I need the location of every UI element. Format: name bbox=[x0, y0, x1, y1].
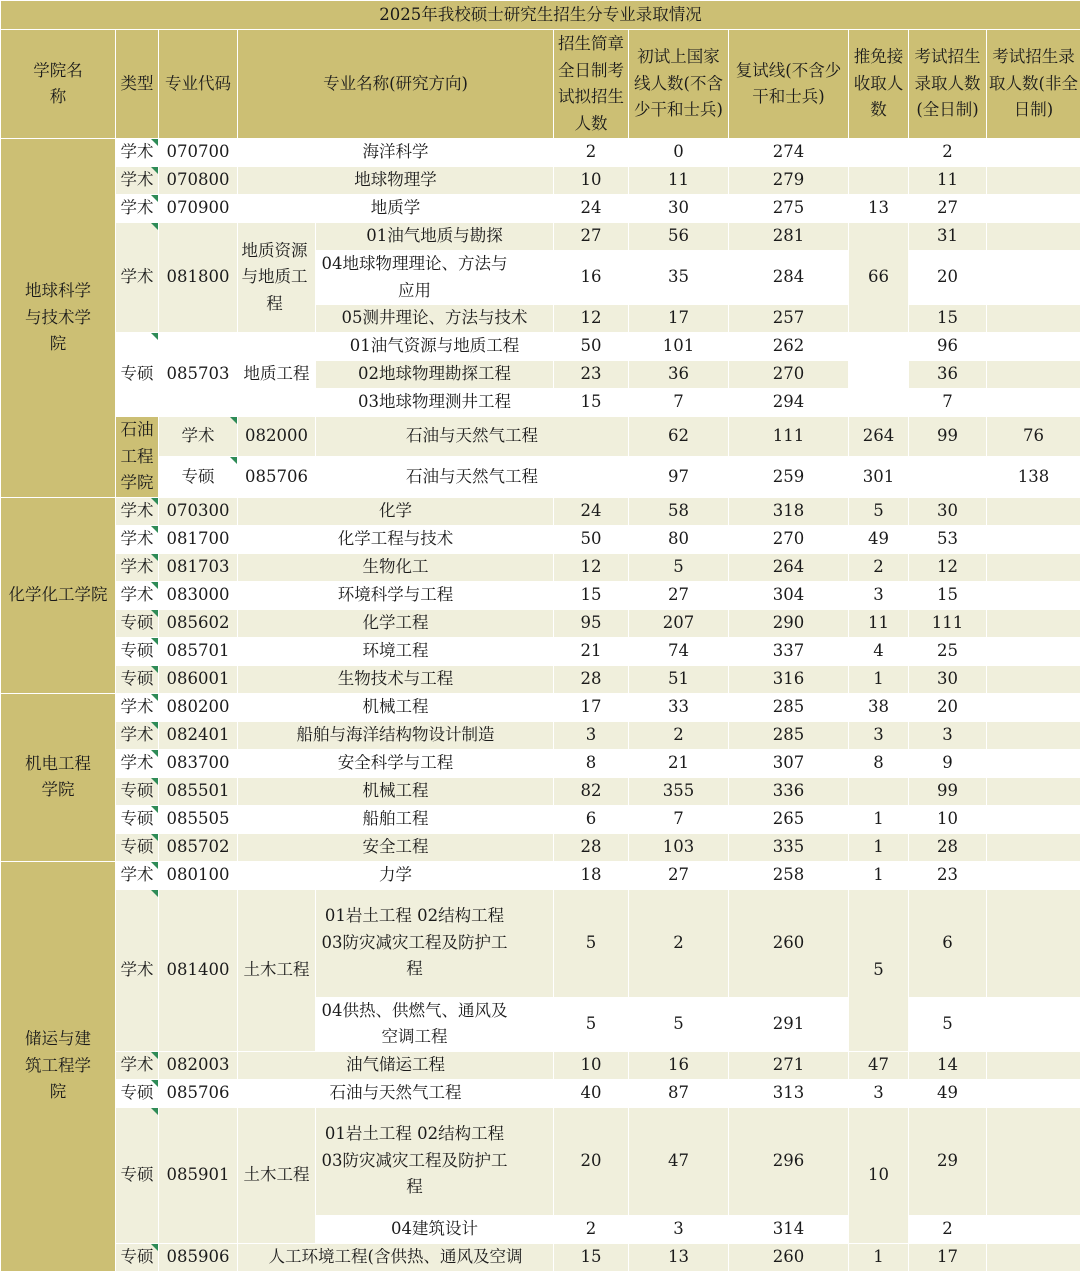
direction-name: 01油气资源与地质工程 bbox=[316, 333, 554, 361]
major-name: 石油与天然气工程 bbox=[238, 1079, 554, 1107]
plan-cell: 6 bbox=[554, 805, 629, 833]
retest-cell: 307 bbox=[729, 749, 849, 777]
initial-cell: 7 bbox=[629, 805, 729, 833]
exam-full-cell: 25 bbox=[909, 637, 987, 665]
exam-part-cell bbox=[987, 251, 1080, 305]
college-cell: 储运与建筑工程学院 bbox=[1, 861, 116, 1271]
header-initial: 初试上国家线人数(不含少干和士兵) bbox=[629, 30, 729, 139]
plan-cell: 10 bbox=[554, 167, 629, 195]
initial-cell: 16 bbox=[629, 1051, 729, 1079]
code-cell: 085703 bbox=[159, 333, 238, 417]
type-cell: 学术 bbox=[116, 167, 159, 195]
exam-part-cell bbox=[987, 553, 1080, 581]
type-cell: 专硕 bbox=[116, 1107, 159, 1243]
exempt-cell: 5 bbox=[849, 497, 909, 525]
exempt-cell bbox=[849, 777, 909, 805]
retest-cell: 260 bbox=[729, 1243, 849, 1271]
initial-cell: 2 bbox=[629, 721, 729, 749]
exam-full-cell: 2 bbox=[909, 1215, 987, 1243]
exam-part-cell bbox=[987, 525, 1080, 553]
code-cell: 085501 bbox=[159, 777, 238, 805]
plan-cell: 5 bbox=[554, 997, 629, 1051]
plan-cell: 12 bbox=[554, 305, 629, 333]
retest-cell: 285 bbox=[729, 721, 849, 749]
major-name: 油气储运工程 bbox=[238, 1051, 554, 1079]
major-name: 化学 bbox=[238, 497, 554, 525]
plan-cell: 17 bbox=[554, 693, 629, 721]
type-cell: 专硕 bbox=[116, 1243, 159, 1271]
initial-cell: 13 bbox=[629, 1243, 729, 1271]
code-cell: 085701 bbox=[159, 637, 238, 665]
code-cell: 080100 bbox=[159, 861, 238, 889]
retest-cell: 304 bbox=[729, 581, 849, 609]
retest-cell: 270 bbox=[729, 361, 849, 389]
exam-full-cell: 15 bbox=[909, 305, 987, 333]
type-cell: 专硕 bbox=[116, 1079, 159, 1107]
exam-part-cell bbox=[987, 1079, 1080, 1107]
exam-part-cell bbox=[987, 805, 1080, 833]
plan-cell: 15 bbox=[554, 581, 629, 609]
major-name: 地质资源与地质工程 bbox=[238, 223, 316, 333]
major-name: 安全科学与工程 bbox=[238, 749, 554, 777]
retest-cell: 294 bbox=[729, 389, 849, 417]
plan-cell: 95 bbox=[554, 609, 629, 637]
major-name: 机械工程 bbox=[238, 693, 554, 721]
exam-full-cell: 36 bbox=[909, 361, 987, 389]
exam-part-cell bbox=[987, 223, 1080, 251]
type-cell: 学术 bbox=[116, 195, 159, 223]
major-name: 海洋科学 bbox=[238, 139, 554, 167]
exempt-cell: 99 bbox=[909, 417, 987, 457]
type-cell: 学术 bbox=[116, 749, 159, 777]
exam-full-cell: 11 bbox=[909, 167, 987, 195]
plan-cell: 50 bbox=[554, 333, 629, 361]
retest-cell: 313 bbox=[729, 1079, 849, 1107]
exempt-cell: 66 bbox=[849, 223, 909, 333]
exam-part-cell bbox=[987, 1215, 1080, 1243]
exempt-cell: 3 bbox=[849, 581, 909, 609]
plan-cell: 62 bbox=[629, 417, 729, 457]
college-cell: 地球科学与技术学院 bbox=[1, 139, 116, 498]
exam-full-cell: 15 bbox=[909, 581, 987, 609]
retest-cell: 271 bbox=[729, 1051, 849, 1079]
direction-name: 04建筑设计 bbox=[316, 1215, 554, 1243]
major-name: 石油与天然气工程 bbox=[316, 417, 629, 457]
retest-cell: 290 bbox=[729, 609, 849, 637]
plan-cell: 15 bbox=[554, 1243, 629, 1271]
exam-full-cell: 53 bbox=[909, 525, 987, 553]
plan-cell: 97 bbox=[629, 457, 729, 497]
exam-full-cell: 10 bbox=[909, 805, 987, 833]
type-cell: 学术 bbox=[116, 223, 159, 333]
initial-cell: 51 bbox=[629, 665, 729, 693]
exam-part-cell bbox=[987, 581, 1080, 609]
exam-full-cell: 6 bbox=[909, 889, 987, 997]
exempt-cell bbox=[849, 139, 909, 167]
plan-cell: 5 bbox=[554, 889, 629, 997]
initial-cell: 259 bbox=[729, 457, 849, 497]
plan-cell: 82 bbox=[554, 777, 629, 805]
header-exempt: 推免接收取人数 bbox=[849, 30, 909, 139]
direction-name: 04地球物理理论、方法与应用 bbox=[316, 251, 554, 305]
initial-cell: 33 bbox=[629, 693, 729, 721]
plan-cell: 15 bbox=[554, 389, 629, 417]
initial-cell: 21 bbox=[629, 749, 729, 777]
exam-part-cell bbox=[987, 1051, 1080, 1079]
plan-cell: 10 bbox=[554, 1051, 629, 1079]
initial-cell: 355 bbox=[629, 777, 729, 805]
major-name: 船舶与海洋结构物设计制造 bbox=[238, 721, 554, 749]
exam-full-cell: 7 bbox=[909, 389, 987, 417]
initial-cell: 30 bbox=[629, 195, 729, 223]
exam-full-cell: 12 bbox=[909, 553, 987, 581]
major-name: 化学工程 bbox=[238, 609, 554, 637]
major-name: 生物技术与工程 bbox=[238, 665, 554, 693]
exam-full-cell: 29 bbox=[909, 1107, 987, 1215]
type-cell: 学术 bbox=[116, 497, 159, 525]
major-name: 环境科学与工程 bbox=[238, 581, 554, 609]
code-cell: 085906 bbox=[159, 1243, 238, 1271]
college-cell: 机电工程学院 bbox=[1, 693, 116, 861]
exempt-cell: 49 bbox=[849, 525, 909, 553]
exam-full-cell: 5 bbox=[909, 997, 987, 1051]
major-name: 土木工程 bbox=[238, 1107, 316, 1243]
plan-cell: 20 bbox=[554, 1107, 629, 1215]
header-exam-full: 考试招生录取人数(全日制) bbox=[909, 30, 987, 139]
type-cell: 专硕 bbox=[116, 777, 159, 805]
code-cell: 086001 bbox=[159, 665, 238, 693]
retest-cell: 285 bbox=[729, 693, 849, 721]
exam-part-cell bbox=[987, 665, 1080, 693]
plan-cell: 21 bbox=[554, 637, 629, 665]
code-cell: 081400 bbox=[159, 889, 238, 1051]
exam-part-cell bbox=[987, 361, 1080, 389]
retest-cell: 257 bbox=[729, 305, 849, 333]
initial-cell: 7 bbox=[629, 389, 729, 417]
major-name: 船舶工程 bbox=[238, 805, 554, 833]
type-cell: 专硕 bbox=[116, 609, 159, 637]
retest-cell: 284 bbox=[729, 251, 849, 305]
exempt-cell bbox=[909, 457, 987, 497]
type-cell: 学术 bbox=[116, 553, 159, 581]
retest-cell: 301 bbox=[849, 457, 909, 497]
page-title: 2025年我校硕士研究生招生分专业录取情况 bbox=[1, 1, 1080, 30]
retest-cell: 258 bbox=[729, 861, 849, 889]
exam-part-cell bbox=[987, 305, 1080, 333]
exam-full-cell: 30 bbox=[909, 665, 987, 693]
initial-cell: 56 bbox=[629, 223, 729, 251]
exam-part-cell bbox=[987, 1243, 1080, 1271]
direction-name: 03地球物理测井工程 bbox=[316, 389, 554, 417]
exempt-cell: 5 bbox=[849, 889, 909, 1051]
type-cell: 学术 bbox=[116, 139, 159, 167]
exempt-cell: 1 bbox=[849, 1243, 909, 1271]
exempt-cell: 11 bbox=[849, 609, 909, 637]
type-cell: 学术 bbox=[116, 861, 159, 889]
initial-cell: 74 bbox=[629, 637, 729, 665]
exam-part-cell bbox=[987, 497, 1080, 525]
type-cell: 学术 bbox=[116, 721, 159, 749]
exempt-cell: 4 bbox=[849, 637, 909, 665]
initial-cell: 5 bbox=[629, 553, 729, 581]
major-name: 人工环境工程(含供热、通风及空调 bbox=[238, 1243, 554, 1271]
direction-name: 05测井理论、方法与技术 bbox=[316, 305, 554, 333]
exam-part-cell bbox=[987, 777, 1080, 805]
initial-cell: 0 bbox=[629, 139, 729, 167]
retest-cell: 260 bbox=[729, 889, 849, 997]
major-name: 石油与天然气工程 bbox=[316, 457, 629, 497]
exempt-cell: 1 bbox=[849, 861, 909, 889]
code-cell: 085706 bbox=[159, 1079, 238, 1107]
retest-cell: 335 bbox=[729, 833, 849, 861]
exam-part-cell bbox=[987, 721, 1080, 749]
type-cell: 专硕 bbox=[116, 833, 159, 861]
exempt-cell bbox=[849, 167, 909, 195]
type-cell: 专硕 bbox=[159, 457, 238, 497]
initial-cell: 80 bbox=[629, 525, 729, 553]
type-cell: 学术 bbox=[116, 889, 159, 1051]
plan-cell: 28 bbox=[554, 665, 629, 693]
exam-full-cell: 138 bbox=[987, 457, 1080, 497]
exam-part-cell bbox=[987, 1107, 1080, 1215]
exempt-cell bbox=[849, 333, 909, 417]
exempt-cell: 1 bbox=[849, 805, 909, 833]
type-cell: 专硕 bbox=[116, 665, 159, 693]
code-cell: 083700 bbox=[159, 749, 238, 777]
initial-cell: 103 bbox=[629, 833, 729, 861]
exam-full-cell: 23 bbox=[909, 861, 987, 889]
initial-cell: 27 bbox=[629, 581, 729, 609]
header-type: 类型 bbox=[116, 30, 159, 139]
code-cell: 070900 bbox=[159, 195, 238, 223]
type-cell: 学术 bbox=[116, 581, 159, 609]
initial-cell: 3 bbox=[629, 1215, 729, 1243]
major-name: 地球物理学 bbox=[238, 167, 554, 195]
code-cell: 085901 bbox=[159, 1107, 238, 1243]
plan-cell: 24 bbox=[554, 497, 629, 525]
exam-part-cell bbox=[987, 167, 1080, 195]
exempt-cell: 13 bbox=[849, 195, 909, 223]
retest-cell: 264 bbox=[729, 553, 849, 581]
plan-cell: 27 bbox=[554, 223, 629, 251]
header-exam-part: 考试招生录取人数(非全日制) bbox=[987, 30, 1080, 139]
initial-cell: 47 bbox=[629, 1107, 729, 1215]
exam-full-cell: 96 bbox=[909, 333, 987, 361]
retest-cell: 262 bbox=[729, 333, 849, 361]
type-cell: 专硕 bbox=[116, 805, 159, 833]
initial-cell: 27 bbox=[629, 861, 729, 889]
type-cell: 学术 bbox=[116, 1051, 159, 1079]
exam-part-cell bbox=[987, 637, 1080, 665]
initial-cell: 111 bbox=[729, 417, 849, 457]
type-cell: 学术 bbox=[116, 693, 159, 721]
college-cell: 石油工程学院 bbox=[116, 417, 159, 498]
code-cell: 080200 bbox=[159, 693, 238, 721]
type-cell: 学术 bbox=[116, 525, 159, 553]
major-name: 力学 bbox=[238, 861, 554, 889]
exam-full-cell: 76 bbox=[987, 417, 1080, 457]
exam-full-cell: 20 bbox=[909, 251, 987, 305]
exam-full-cell: 2 bbox=[909, 139, 987, 167]
major-name: 化学工程与技术 bbox=[238, 525, 554, 553]
exempt-cell: 8 bbox=[849, 749, 909, 777]
initial-cell: 58 bbox=[629, 497, 729, 525]
code-cell: 070700 bbox=[159, 139, 238, 167]
retest-cell: 316 bbox=[729, 665, 849, 693]
exam-full-cell: 31 bbox=[909, 223, 987, 251]
major-name: 生物化工 bbox=[238, 553, 554, 581]
exam-part-cell bbox=[987, 861, 1080, 889]
code-cell: 070800 bbox=[159, 167, 238, 195]
retest-cell: 270 bbox=[729, 525, 849, 553]
major-name: 地质工程 bbox=[238, 333, 316, 417]
code-cell: 085706 bbox=[238, 457, 316, 497]
exam-part-cell bbox=[987, 693, 1080, 721]
retest-cell: 275 bbox=[729, 195, 849, 223]
exam-full-cell: 14 bbox=[909, 1051, 987, 1079]
exam-full-cell: 30 bbox=[909, 497, 987, 525]
exempt-cell: 3 bbox=[849, 721, 909, 749]
plan-cell: 24 bbox=[554, 195, 629, 223]
initial-cell: 87 bbox=[629, 1079, 729, 1107]
college-cell: 化学化工学院 bbox=[1, 497, 116, 693]
retest-cell: 264 bbox=[849, 417, 909, 457]
code-cell: 082401 bbox=[159, 721, 238, 749]
initial-cell: 36 bbox=[629, 361, 729, 389]
exam-part-cell bbox=[987, 195, 1080, 223]
exam-part-cell bbox=[987, 139, 1080, 167]
exam-part-cell bbox=[987, 833, 1080, 861]
plan-cell: 50 bbox=[554, 525, 629, 553]
plan-cell: 2 bbox=[554, 1215, 629, 1243]
direction-name: 01岩土工程 02结构工程 03防灾减灾工程及防护工程 bbox=[316, 889, 554, 997]
plan-cell: 18 bbox=[554, 861, 629, 889]
plan-cell: 3 bbox=[554, 721, 629, 749]
exempt-cell: 47 bbox=[849, 1051, 909, 1079]
direction-name: 01岩土工程 02结构工程 03防灾减灾工程及防护工程 bbox=[316, 1107, 554, 1215]
exam-full-cell: 9 bbox=[909, 749, 987, 777]
initial-cell: 5 bbox=[629, 997, 729, 1051]
exam-part-cell bbox=[987, 389, 1080, 417]
code-cell: 082003 bbox=[159, 1051, 238, 1079]
initial-cell: 207 bbox=[629, 609, 729, 637]
exam-part-cell bbox=[987, 889, 1080, 997]
exam-full-cell: 99 bbox=[909, 777, 987, 805]
retest-cell: 318 bbox=[729, 497, 849, 525]
plan-cell: 8 bbox=[554, 749, 629, 777]
header-code: 专业代码 bbox=[159, 30, 238, 139]
direction-name: 04供热、供燃气、通风及空调工程 bbox=[316, 997, 554, 1051]
major-name: 环境工程 bbox=[238, 637, 554, 665]
retest-cell: 336 bbox=[729, 777, 849, 805]
major-name: 机械工程 bbox=[238, 777, 554, 805]
retest-cell: 281 bbox=[729, 223, 849, 251]
plan-cell: 12 bbox=[554, 553, 629, 581]
header-plan: 招生简章全日制考试拟招生人数 bbox=[554, 30, 629, 139]
exempt-cell: 10 bbox=[849, 1107, 909, 1243]
direction-name: 02地球物理勘探工程 bbox=[316, 361, 554, 389]
retest-cell: 314 bbox=[729, 1215, 849, 1243]
exam-full-cell: 28 bbox=[909, 833, 987, 861]
major-name: 地质学 bbox=[238, 195, 554, 223]
exam-full-cell: 17 bbox=[909, 1243, 987, 1271]
code-cell: 081800 bbox=[159, 223, 238, 333]
plan-cell: 2 bbox=[554, 139, 629, 167]
initial-cell: 17 bbox=[629, 305, 729, 333]
major-name: 土木工程 bbox=[238, 889, 316, 1051]
type-cell: 专硕 bbox=[116, 333, 159, 417]
code-cell: 082000 bbox=[238, 417, 316, 457]
code-cell: 070300 bbox=[159, 497, 238, 525]
exempt-cell: 1 bbox=[849, 833, 909, 861]
retest-cell: 279 bbox=[729, 167, 849, 195]
code-cell: 085702 bbox=[159, 833, 238, 861]
initial-cell: 35 bbox=[629, 251, 729, 305]
header-name: 专业名称(研究方向) bbox=[238, 30, 554, 139]
plan-cell: 28 bbox=[554, 833, 629, 861]
exam-full-cell: 49 bbox=[909, 1079, 987, 1107]
exempt-cell: 2 bbox=[849, 553, 909, 581]
retest-cell: 291 bbox=[729, 997, 849, 1051]
initial-cell: 2 bbox=[629, 889, 729, 997]
plan-cell: 40 bbox=[554, 1079, 629, 1107]
retest-cell: 274 bbox=[729, 139, 849, 167]
exam-part-cell bbox=[987, 609, 1080, 637]
exam-full-cell: 3 bbox=[909, 721, 987, 749]
code-cell: 085505 bbox=[159, 805, 238, 833]
direction-name: 01油气地质与勘探 bbox=[316, 223, 554, 251]
retest-cell: 337 bbox=[729, 637, 849, 665]
code-cell: 081700 bbox=[159, 525, 238, 553]
exam-full-cell: 27 bbox=[909, 195, 987, 223]
code-cell: 085602 bbox=[159, 609, 238, 637]
exempt-cell: 38 bbox=[849, 693, 909, 721]
exam-part-cell bbox=[987, 997, 1080, 1051]
initial-cell: 11 bbox=[629, 167, 729, 195]
code-cell: 083000 bbox=[159, 581, 238, 609]
type-cell: 专硕 bbox=[116, 637, 159, 665]
header-college: 学院名称 bbox=[1, 30, 116, 139]
retest-cell: 296 bbox=[729, 1107, 849, 1215]
type-cell: 学术 bbox=[159, 417, 238, 457]
exempt-cell: 1 bbox=[849, 665, 909, 693]
retest-cell: 265 bbox=[729, 805, 849, 833]
plan-cell: 16 bbox=[554, 251, 629, 305]
exam-part-cell bbox=[987, 749, 1080, 777]
plan-cell: 23 bbox=[554, 361, 629, 389]
header-retest: 复试线(不含少干和士兵) bbox=[729, 30, 849, 139]
exam-part-cell bbox=[987, 333, 1080, 361]
initial-cell: 101 bbox=[629, 333, 729, 361]
code-cell: 081703 bbox=[159, 553, 238, 581]
exam-full-cell: 20 bbox=[909, 693, 987, 721]
exam-full-cell: 111 bbox=[909, 609, 987, 637]
major-name: 安全工程 bbox=[238, 833, 554, 861]
exempt-cell: 3 bbox=[849, 1079, 909, 1107]
